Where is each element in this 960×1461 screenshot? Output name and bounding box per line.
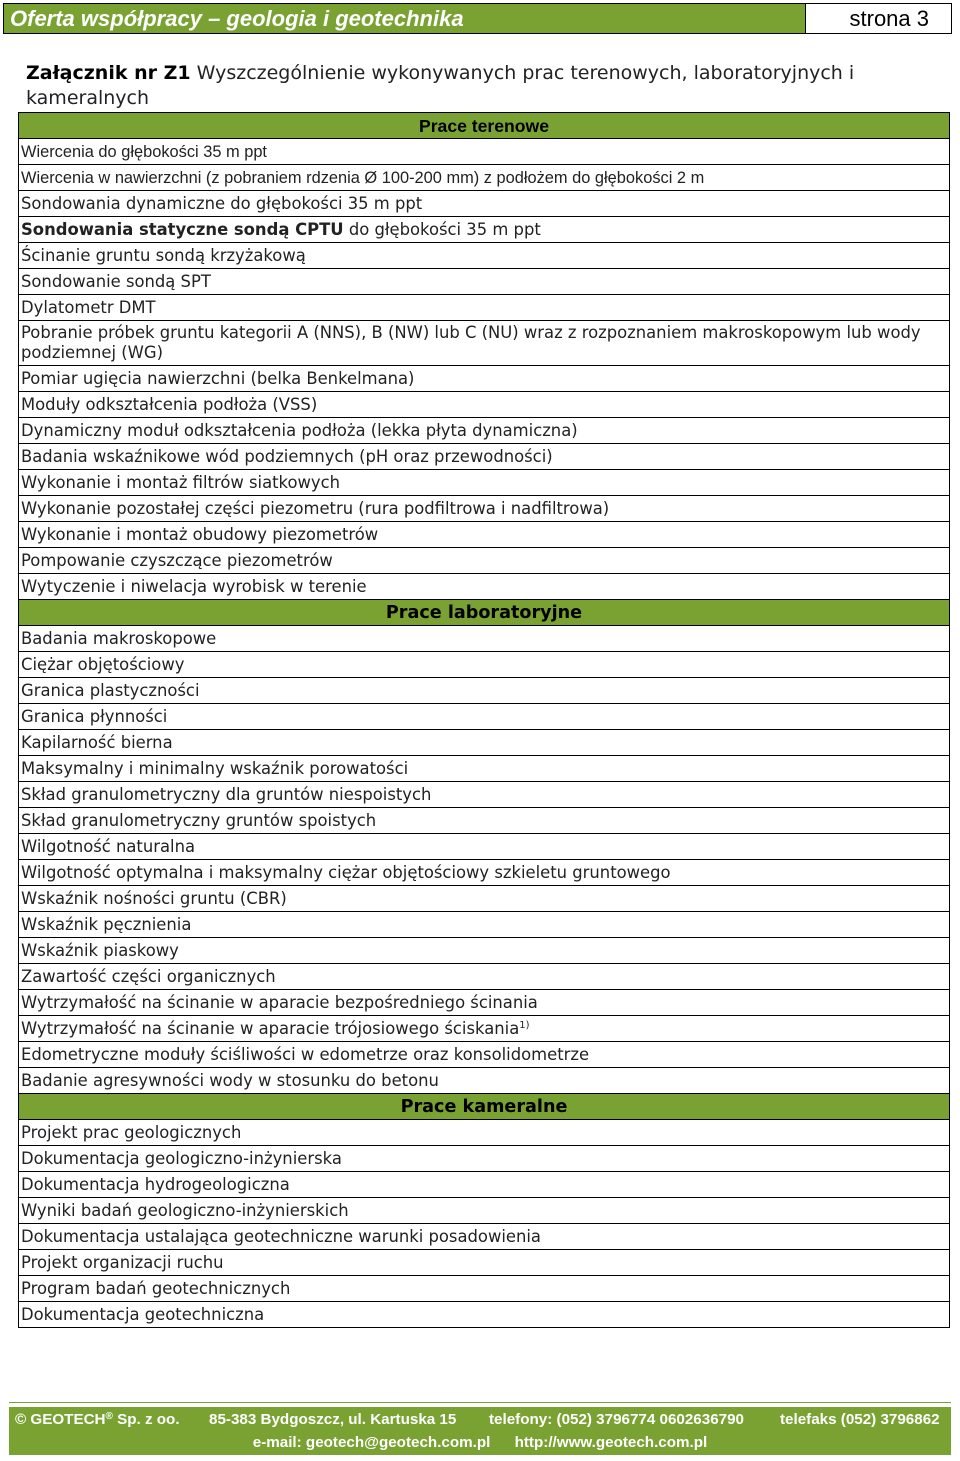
list-item: Granica plastyczności xyxy=(19,678,950,704)
footer-phone: telefony: (052) 3796774 0602636790 xyxy=(489,1411,744,1428)
list-item: Wytrzymałość na ścinanie w aparacie bezpośredniego ścinania xyxy=(19,990,950,1016)
table-row xyxy=(19,165,950,191)
table-row xyxy=(19,626,950,652)
list-item: Dokumentacja geotechniczna xyxy=(19,1302,950,1328)
table-row xyxy=(19,808,950,834)
list-item: Dylatometr DMT xyxy=(19,295,950,321)
table-row xyxy=(19,392,950,418)
table-row xyxy=(19,1224,950,1250)
table-row xyxy=(19,1276,950,1302)
list-item: Dokumentacja hydrogeologiczna xyxy=(19,1172,950,1198)
table-row xyxy=(19,321,950,366)
table-row xyxy=(19,470,950,496)
table-row xyxy=(19,652,950,678)
table-row xyxy=(19,1250,950,1276)
table-row xyxy=(19,295,950,321)
table-row xyxy=(19,860,950,886)
annex-heading xyxy=(26,61,936,111)
list-item: Pobranie próbek gruntu kategorii A (NNS), B (NW) lub C (NU) wraz z rozpoznaniem makroskopowym lub wody podziemnej (WG) xyxy=(19,321,950,366)
list-item: Granica płynności xyxy=(19,704,950,730)
section-header-lab xyxy=(19,600,950,626)
section-header-office xyxy=(19,1094,950,1120)
list-item: Dokumentacja geologiczno-inżynierska xyxy=(19,1146,950,1172)
section-title: Prace terenowe xyxy=(19,113,950,139)
page-header xyxy=(3,3,952,34)
list-item: Pomiar ugięcia nawierzchni (belka Benkelmana) xyxy=(19,366,950,392)
annex-label: Załącznik nr Z1 xyxy=(26,62,191,84)
list-item: Wyniki badań geologiczno-inżynierskich xyxy=(19,1198,950,1224)
list-item: Badania makroskopowe xyxy=(19,626,950,652)
list-item: Badanie agresywności wody w stosunku do betonu xyxy=(19,1068,950,1094)
table-row xyxy=(19,1120,950,1146)
list-item: Zawartość części organicznych xyxy=(19,964,950,990)
table-row xyxy=(19,1016,950,1042)
table-row xyxy=(19,444,950,470)
list-item: Wiercenia do głębokości 35 m ppt xyxy=(19,139,950,165)
table-row xyxy=(19,548,950,574)
footer-company: © GEOTECH® Sp. z oo. xyxy=(15,1411,180,1428)
list-item-bold: Sondowania statyczne sondą CPTU xyxy=(21,219,344,239)
services-table xyxy=(18,112,950,1328)
list-item-rest: do głębokości 35 m ppt xyxy=(343,219,541,239)
list-item: Dynamiczny moduł odkształcenia podłoża (lekka płyta dynamiczna) xyxy=(19,418,950,444)
footer-website-link[interactable]: http://www.geotech.com.pl xyxy=(514,1434,708,1451)
list-item: Projekt prac geologicznych xyxy=(19,1120,950,1146)
list-item xyxy=(19,217,950,243)
table-row xyxy=(19,678,950,704)
annex-text: Wyszczególnienie wykonywanych prac terenowych, laboratoryjnych i kameralnych xyxy=(26,62,855,109)
table-row xyxy=(19,1146,950,1172)
footer-address: 85-383 Bydgoszcz, ul. Kartuska 15 xyxy=(209,1411,457,1428)
table-row xyxy=(19,1042,950,1068)
table-row xyxy=(19,217,950,243)
table-row xyxy=(19,964,950,990)
footer-fax: telefaks (052) 3796862 xyxy=(780,1411,940,1428)
list-item: Wskaźnik piaskowy xyxy=(19,938,950,964)
list-item: Wytyczenie i niwelacja wyrobisk w terenie xyxy=(19,574,950,600)
list-item: Wykonanie i montaż obudowy piezometrów xyxy=(19,522,950,548)
list-item: Wskaźnik pęcznienia xyxy=(19,912,950,938)
list-item: Ścinanie gruntu sondą krzyżakową xyxy=(19,243,950,269)
table-row xyxy=(19,1302,950,1328)
page-number: strona 3 xyxy=(805,4,951,33)
table-row xyxy=(19,1068,950,1094)
table-row xyxy=(19,366,950,392)
table-row xyxy=(19,886,950,912)
list-item: Ciężar objętościowy xyxy=(19,652,950,678)
table-row xyxy=(19,730,950,756)
table-row xyxy=(19,243,950,269)
table-row xyxy=(19,704,950,730)
list-item: Skład granulometryczny gruntów spoistych xyxy=(19,808,950,834)
document-title: Oferta współpracy – geologia i geotechnika xyxy=(4,4,805,33)
table-row xyxy=(19,418,950,444)
list-item: Moduły odkształcenia podłoża (VSS) xyxy=(19,392,950,418)
table-row xyxy=(19,912,950,938)
footer-web-line xyxy=(9,1434,951,1451)
list-item: Wskaźnik nośności gruntu (CBR) xyxy=(19,886,950,912)
list-item: Pompowanie czyszczące piezometrów xyxy=(19,548,950,574)
page-footer xyxy=(9,1407,951,1455)
list-item: Wilgotność naturalna xyxy=(19,834,950,860)
table-row xyxy=(19,139,950,165)
list-item: Wilgotność optymalna i maksymalny ciężar objętościowy szkieletu gruntowego xyxy=(19,860,950,886)
list-item: Wykonanie pozostałej części piezometru (rura podfiltrowa i nadfiltrowa) xyxy=(19,496,950,522)
table-row xyxy=(19,269,950,295)
list-item: Maksymalny i minimalny wskaźnik porowatości xyxy=(19,756,950,782)
list-item: Sondowania dynamiczne do głębokości 35 m ppt xyxy=(19,191,950,217)
footer-divider xyxy=(9,1402,951,1403)
list-item-text: Wytrzymałość na ścinanie w aparacie trójosiowego ściskania xyxy=(21,1018,520,1038)
list-item: Sondowanie sondą SPT xyxy=(19,269,950,295)
list-item xyxy=(19,1016,950,1042)
footer-email-link[interactable]: e-mail: geotech@geotech.com.pl xyxy=(252,1434,491,1451)
list-item: Dokumentacja ustalająca geotechniczne warunki posadowienia xyxy=(19,1224,950,1250)
table-row xyxy=(19,834,950,860)
list-item: Skład granulometryczny dla gruntów niespoistych xyxy=(19,782,950,808)
table-row xyxy=(19,191,950,217)
section-header-field xyxy=(19,113,950,139)
footnote-marker: 1) xyxy=(519,1019,530,1031)
table-row xyxy=(19,522,950,548)
list-item: Wykonanie i montaż filtrów siatkowych xyxy=(19,470,950,496)
list-item: Projekt organizacji ruchu xyxy=(19,1250,950,1276)
section-title: Prace kameralne xyxy=(19,1094,950,1120)
table-row xyxy=(19,756,950,782)
list-item: Wiercenia w nawierzchni (z pobraniem rdzenia Ø 100-200 mm) z podłożem do głębokości 2 m xyxy=(19,165,950,191)
list-item: Badania wskaźnikowe wód podziemnych (pH oraz przewodności) xyxy=(19,444,950,470)
table-row xyxy=(19,496,950,522)
table-row xyxy=(19,990,950,1016)
table-row xyxy=(19,782,950,808)
section-title: Prace laboratoryjne xyxy=(19,600,950,626)
list-item: Kapilarność bierna xyxy=(19,730,950,756)
table-row xyxy=(19,1198,950,1224)
list-item: Program badań geotechnicznych xyxy=(19,1276,950,1302)
table-row xyxy=(19,574,950,600)
table-row xyxy=(19,938,950,964)
list-item: Edometryczne moduły ściśliwości w edometrze oraz konsolidometrze xyxy=(19,1042,950,1068)
table-row xyxy=(19,1172,950,1198)
